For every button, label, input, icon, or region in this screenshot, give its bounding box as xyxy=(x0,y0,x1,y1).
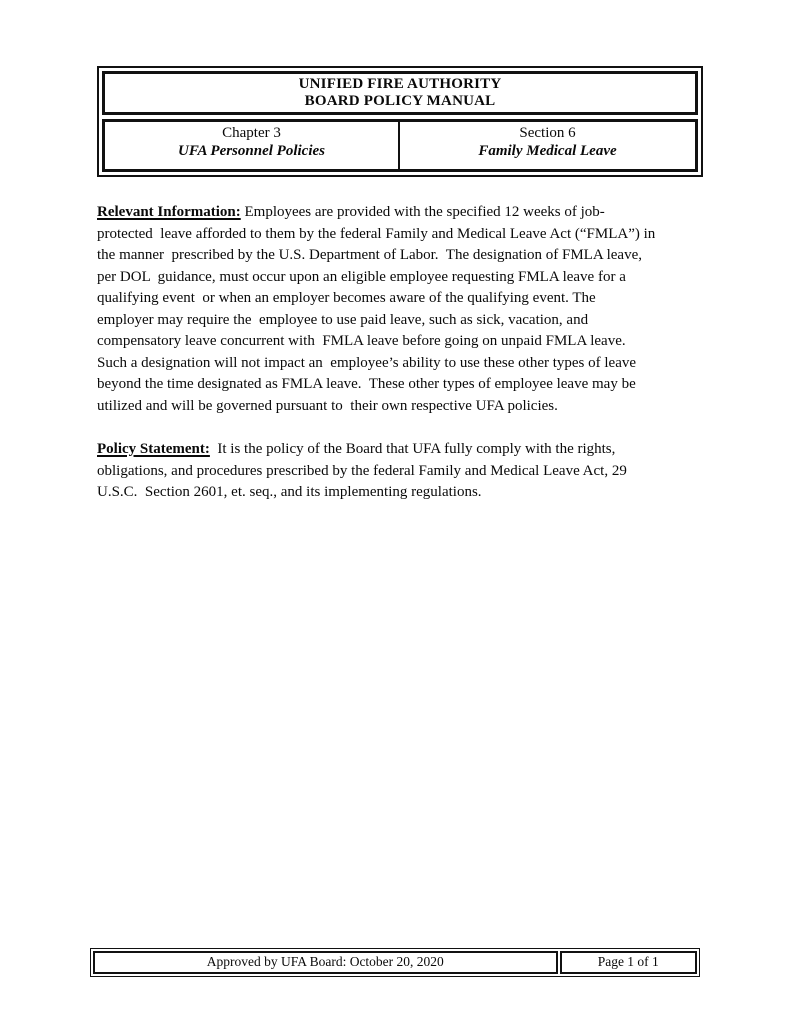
paragraph-line: U.S.C. Section 2601, et. seq., and its implementing regulations. xyxy=(97,484,482,500)
chapter-name: UFA Personnel Policies xyxy=(178,143,325,159)
paragraph-line: utilized and will be governed pursuant to their own respective UFA policies. xyxy=(97,397,558,414)
paragraph-line xyxy=(97,439,703,461)
document-title-box xyxy=(102,71,698,115)
section-label: Section 6 xyxy=(519,125,576,141)
paragraph-line: compensatory leave concurrent with FMLA leave before going on unpaid FMLA leave. xyxy=(97,333,626,349)
approval-cell: Approved by UFA Board: October 20, 2020 xyxy=(93,951,558,974)
relevant-information-heading: Relevant Information: xyxy=(97,204,241,220)
chapter-section-table xyxy=(102,119,698,172)
chapter-label: Chapter 3 xyxy=(222,125,281,141)
document-footer xyxy=(90,948,700,977)
paragraph-line: protected leave afforded to them by the federal Family and Medical Leave Act (“FMLA”) in xyxy=(97,225,656,242)
relevant-information-paragraph xyxy=(97,202,703,417)
paragraph-line: the manner prescribed by the U.S. Department of Labor. The designation of FMLA leave, xyxy=(97,247,642,263)
paragraph-text: Employees are provided with the specified 12 weeks of job- xyxy=(240,204,605,220)
document-header xyxy=(97,66,703,177)
document-body xyxy=(97,202,703,504)
paragraph-line: obligations, and procedures prescribed by the federal Family and Medical Leave Act, 29 xyxy=(97,462,627,479)
policy-statement-paragraph xyxy=(97,439,703,504)
chapter-cell xyxy=(105,122,400,169)
page-number-cell: Page 1 of 1 xyxy=(560,951,697,974)
document-title-line2: BOARD POLICY MANUAL xyxy=(304,92,496,109)
paragraph-line xyxy=(97,202,703,224)
paragraph-line: Such a designation will not impact an employee’s ability to use these other types of leave xyxy=(97,354,637,371)
policy-statement-heading: Policy Statement: xyxy=(97,441,210,457)
paragraph-line: beyond the time designated as FMLA leave. These other types of employee leave may be xyxy=(97,376,636,392)
document-title-line1: UNIFIED FIRE AUTHORITY xyxy=(298,76,502,92)
section-cell xyxy=(400,122,695,169)
section-name: Family Medical Leave xyxy=(478,143,617,159)
paragraph-line: per DOL guidance, must occur upon an eligible employee requesting FMLA leave for a xyxy=(97,268,626,285)
paragraph-line: qualifying event or when an employer becomes aware of the qualifying event. The xyxy=(97,290,596,306)
paragraph-line: employer may require the employee to use paid leave, such as sick, vacation, and xyxy=(97,311,589,328)
paragraph-text: It is the policy of the Board that UFA fully comply with the rights, xyxy=(209,441,616,457)
